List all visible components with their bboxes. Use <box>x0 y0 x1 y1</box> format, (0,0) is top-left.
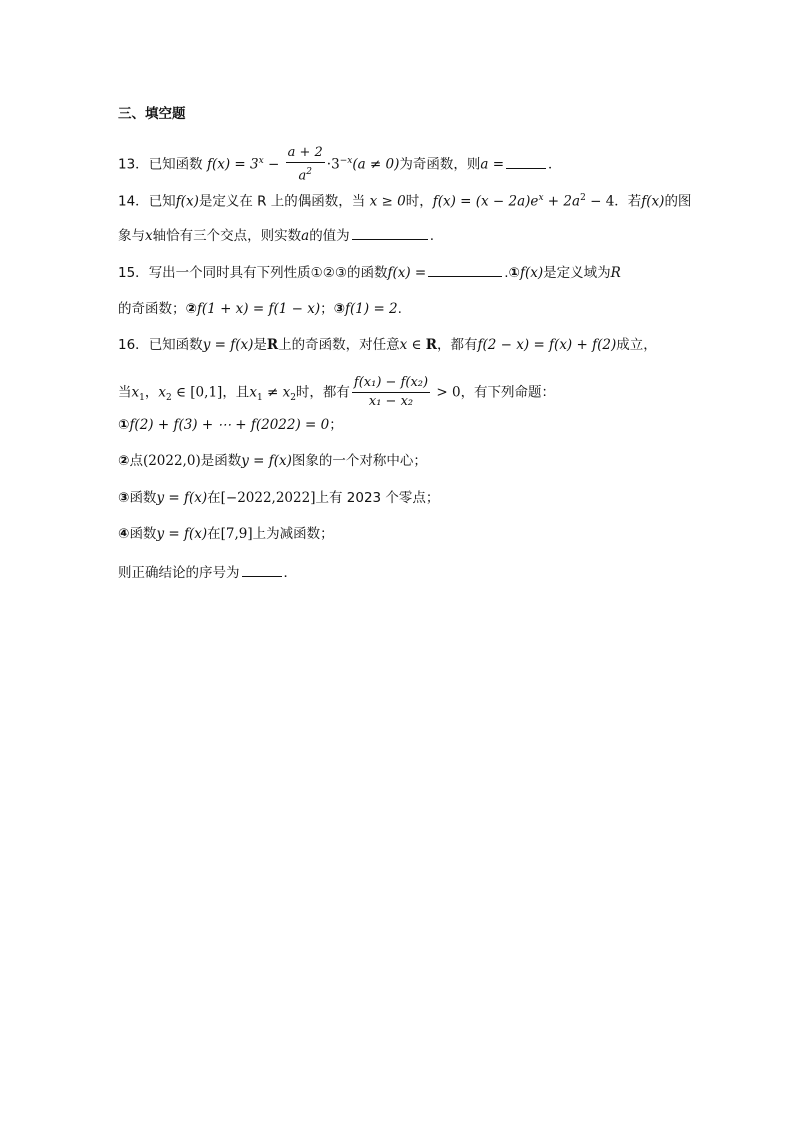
q16-answer-blank[interactable] <box>242 562 282 577</box>
q13-frac-num: a + 2 <box>286 145 325 163</box>
q16-line2-d: ，有下列命题： <box>460 384 556 401</box>
q14-fx2: f(x) <box>641 193 665 210</box>
q16-line2-c: 时，都有 <box>295 384 350 401</box>
q13-answer-blank[interactable] <box>506 154 546 169</box>
q13-frac-den: a <box>298 168 307 184</box>
q14-answer-blank[interactable] <box>352 225 428 240</box>
q14-text-c: 时， <box>405 193 433 210</box>
q16-neq: x <box>249 384 257 401</box>
q15-number: 15． <box>118 265 149 281</box>
q16-c4-a: 函数 <box>129 526 157 542</box>
q16-c2-c: 图象的一个对称中心； <box>291 453 427 469</box>
q16-c4-c: 上为减函数； <box>252 526 334 542</box>
q14-exp-e: x <box>538 193 544 203</box>
q16-neq-mid: ≠ x <box>262 384 291 401</box>
q16-text-c: 上的奇函数，对任意 <box>278 337 400 353</box>
q16-claim-4 <box>118 524 334 544</box>
q14-fx: f(x) <box>175 193 199 210</box>
q15-R: R <box>610 265 621 281</box>
q16-x2: x <box>158 384 166 401</box>
q13-frac-den-exp: 2 <box>306 167 312 177</box>
q13-dot3: ·3 <box>326 156 340 173</box>
q15-p2: ② <box>185 301 197 317</box>
q16-claim-3 <box>118 488 439 508</box>
q13-cond: (a ≠ 0) <box>352 156 400 173</box>
q16-yfx: y = f(x) <box>202 337 254 353</box>
q16-interval: ∈ [0,1] <box>171 384 223 401</box>
q16-c1-mark: ① <box>118 417 130 433</box>
q16-x1-sub: 1 <box>139 393 145 404</box>
q16-R2: R <box>425 337 438 353</box>
q16-c2-f: y = f(x) <box>241 453 292 469</box>
q16-text-b: 是 <box>253 337 267 353</box>
q16-c4-int: [7,9] <box>220 526 253 542</box>
question-16-line2 <box>118 375 555 410</box>
q14-number: 14． <box>118 193 149 210</box>
q16-c4-mark: ④ <box>118 526 130 542</box>
q14-text-e: 的图 <box>664 193 692 210</box>
q16-number: 16． <box>118 337 149 353</box>
q14-x-var: x <box>145 228 153 244</box>
q15-p2-expr: f(1 + x) = f(1 − x) <box>196 301 321 317</box>
q15-p3: ③ <box>333 301 346 317</box>
q16-c2-pt: (2022,0) <box>142 453 201 469</box>
q13-exp1: x <box>258 156 264 167</box>
q16-text-e: 成立， <box>616 337 657 353</box>
q16-c3-a: 函数 <box>129 490 157 506</box>
q16-fraction <box>352 375 430 410</box>
q14-cond: x ≥ 0 <box>369 193 406 210</box>
q16-neq-sub2: 2 <box>290 393 296 404</box>
q15-p1-expr: f(x) <box>519 265 544 281</box>
question-14-line1 <box>118 188 691 212</box>
q15-semi: ； <box>320 301 334 317</box>
q16-x2-sub: 2 <box>165 393 172 404</box>
q16-final-end: ． <box>283 565 297 581</box>
q14-end: . <box>429 228 434 244</box>
q16-gt: > 0 <box>432 384 461 401</box>
q13-end: ． <box>548 156 562 173</box>
q13-number: 13． <box>118 156 149 173</box>
q16-text-d: ，都有 <box>437 337 478 353</box>
q16-x1: x <box>131 384 140 401</box>
q14-text-b: 是定义在 R 上的偶函数，当 <box>198 193 366 210</box>
q16-comma: ， <box>144 384 159 401</box>
q15-answer-blank[interactable] <box>428 262 502 277</box>
q16-c3-f: y = f(x) <box>156 490 208 506</box>
q14-expr2: + 2a <box>543 193 581 210</box>
q14-expr: f(x) = (x − 2a)e <box>432 193 539 210</box>
q16-final-text: 则正确结论的序号为 <box>118 565 240 581</box>
q15-p3-expr: f(1) = 2 <box>345 301 398 317</box>
q13-minus: − <box>263 156 284 173</box>
question-14-line2 <box>118 225 434 246</box>
question-16-line1 <box>118 335 657 355</box>
question-13 <box>118 145 562 184</box>
q16-neq-sub1: 1 <box>256 393 263 404</box>
q13-func: f(x) = 3 <box>206 156 259 173</box>
q14-a-var: a <box>301 228 310 244</box>
q15-fx: f(x) = <box>387 265 427 281</box>
q14-line2-c: 的值为 <box>309 228 350 244</box>
q15-text-a: 写出一个同时具有下列性质①②③的函数 <box>148 265 388 281</box>
q15-line2-a: 的奇函数； <box>118 301 186 317</box>
q15-end: . <box>397 301 402 317</box>
q13-text-a: 已知函数 <box>148 156 203 173</box>
q15-sep: . <box>504 265 509 281</box>
q16-claim-1 <box>118 415 343 435</box>
q16-c2-a: 点 <box>129 453 143 469</box>
q16-c2-mark: ② <box>118 453 130 469</box>
q13-exp2: −x <box>339 156 353 167</box>
q16-R: R <box>266 337 279 353</box>
q16-line2-b: ，且 <box>222 384 250 401</box>
q16-c3-int: [−2022,2022] <box>220 490 316 506</box>
q16-c3-mark: ③ <box>118 490 130 506</box>
q15-p1: ① <box>508 265 520 281</box>
q16-c2-b: 是函数 <box>200 453 242 469</box>
q16-eq: f(2 − x) = f(x) + f(2) <box>477 337 617 353</box>
q13-fraction <box>286 145 325 184</box>
q16-line2-a: 当 <box>118 384 132 401</box>
q14-line2-b: 轴恰有三个交点，则实数 <box>152 228 302 244</box>
q16-text-a: 已知函数 <box>148 337 203 353</box>
question-15-line1 <box>118 262 621 283</box>
q16-claim-2 <box>118 451 427 471</box>
q16-c3-c: 上有 2023 个零点； <box>315 490 440 506</box>
q13-text-b: 为奇函数，则 <box>399 156 481 173</box>
q16-c3-b: 在 <box>207 490 221 506</box>
q16-c4-b: 在 <box>207 526 221 542</box>
q16-final <box>118 562 297 583</box>
q16-c1-end: ； <box>329 417 343 433</box>
q14-text-d: ．若 <box>614 193 642 210</box>
q16-xR: x ∈ <box>399 337 426 353</box>
q13-a-eq: a = <box>480 156 505 173</box>
q14-exp-a: 2 <box>580 193 586 203</box>
q16-c1-expr: f(2) + f(3) + ⋯ + f(2022) = 0 <box>129 417 330 433</box>
q14-text-a: 已知 <box>148 193 176 210</box>
section-title: 三、填空题 <box>118 106 186 122</box>
q16-c4-f: y = f(x) <box>156 526 208 542</box>
question-15-line2 <box>118 299 402 319</box>
q14-line2-a: 象与 <box>118 228 145 244</box>
q15-p1-text: 是定义域为 <box>543 265 611 281</box>
q16-frac-den: x₁ − x₂ <box>368 394 414 409</box>
q16-frac-num: f(x₁) − f(x₂) <box>352 375 430 393</box>
q14-expr3: − 4 <box>585 193 615 210</box>
